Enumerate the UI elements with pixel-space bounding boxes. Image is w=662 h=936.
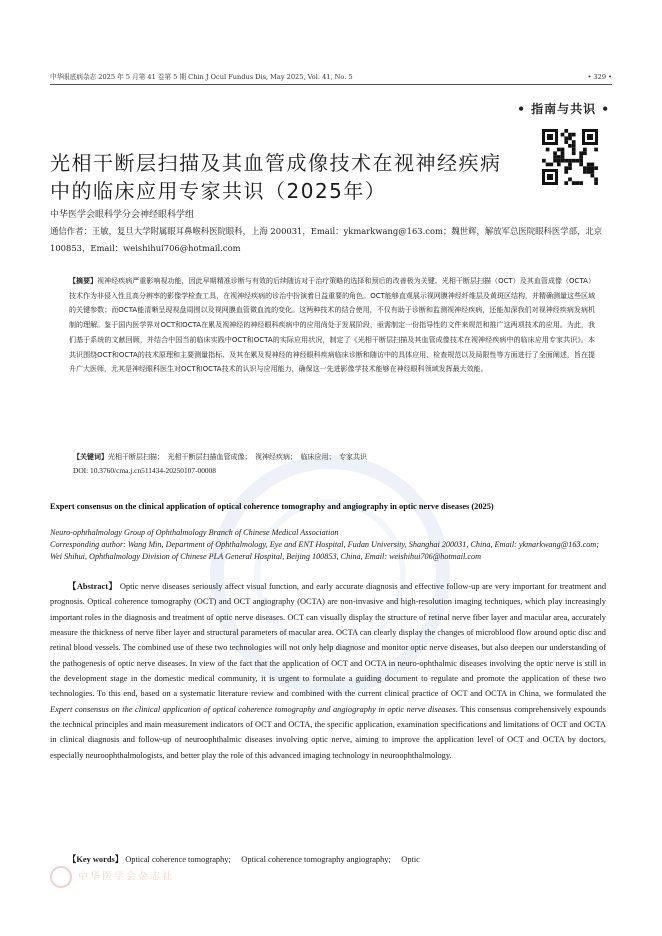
english-author-group: Neuro-ophthalmology Group of Ophthalmology Branch of Chinese Medical Association [50, 528, 339, 537]
keywords-text: 光相干断层扫描； 光相干断层扫描血管成像； 视神经疾病； 临床应用； 专家共识 [108, 453, 367, 461]
abstract-zh [69, 274, 595, 377]
abstract-label: 【摘要】 [69, 277, 98, 285]
page-number: • 329 • [587, 73, 612, 81]
doi: DOI: 10.3760/cma.j.cn511434-20250107-00008 [73, 466, 217, 475]
english-keywords-label: 【Key words】 [68, 855, 124, 864]
english-abstract-text-2: . This consensus comprehensively expounds the technical principles and main measurement indicators of OCT and OCTA, the specific application, examination specifications and limitations of OCT and OCTA in clinical diagnosis and follow-up of neuroophthalmic diseases involving optic nerve, aiming to improve the application level of OCT and OCTA by doctors, especially neuroophthalmologists, and better play the role of this advanced imaging technology in neuroophthalmology. [50, 704, 606, 760]
abstract-text: 视神经疾病严重影响视功能，因此早期精准诊断与有效的后续随访对于治疗策略的选择和预后的改善极为关键。光相干断层扫描（OCT）及其血管成像（OCTA）技术作为非侵入性且高分辨率的影像学检查工具，在视神经疾病的诊治中扮演着日益重要的角色。OCT能够直观展示视网膜神经纤维层及黄斑区结构，并精确测量这些区域的关键参数；而OCTA能清晰呈现视盘周围以及视网膜血管微血流的变化。这两种技术的结合使用，不仅有助于诊断和监测视神经疾病，还能加深我们对视神经疾病发病机制的理解。鉴于国内医学界对OCT和OCTA在累及视神经的神经眼科疾病中的应用尚处于发展阶段，亟需制定一份指导性的文件来规范和推广这两项技术的应用。为此，我们基于系统的文献回顾，并结合中国当前临床实践中OCT和OCTA的实际应用状况，制定了《光相干断层扫描及其血管成像技术在视神经疾病中的临床应用专家共识》。本共识围绕OCT和OCTA的技术原理和主要测量指标、及其在累及视神经的神经眼科疾病临床诊断和随访中的具体应用、检查规范以及局限性等方面进行了全面阐述，旨在提升广大医师，尤其是神经眼科医生对OCT和OCTA技术的认识与应用能力，确保这一先进影像学技术能够在神经眼科领域发挥最大效能。 [69, 277, 596, 374]
abstract-en [50, 579, 606, 763]
english-abstract-label: 【Abstract】 [68, 582, 118, 591]
corresponding-author: 通信作者：王敏，复旦大学附属眼耳鼻喉科医院眼科，上海 200031，Email：ykmarkwang@163.com；魏世辉，解放军总医院眼科医学部，北京 100853，Email：weishihui706@hotmail.com [50, 226, 603, 253]
english-abstract-italic-title: Expert consensus on the clinical application of optical coherence tomography and angiography in optic nerve diseases [50, 704, 456, 714]
journal-citation: 中华眼底病杂志 2025 年 5 月第 41 卷第 5 期 Chin J Ocul Fundus Dis, May 2025, Vol. 41, No. 5 [50, 73, 353, 81]
keywords-label: 【关键词】 [73, 453, 108, 461]
keywords-en [50, 853, 606, 867]
english-abstract-text-1: Optic nerve diseases seriously affect visual function, and early accurate diagnosis and effective follow-up are very important for treatment and prognosis. Optical coherence tomography (OCT) and OCT angiography (OCTA) are non-invasive and high-resolution imaging techniques, which play increasingly important roles in the diagnosis and treatment of optic nerve diseases. OCT can visually display the structure of retinal nerve fiber layer and macular area, accurately measure the thickness of nerve fiber layer and structural parameters of macular area. OCTA can clearly display the changes of microblood flow around optic disc and retinal blood vessels. The combined use of these two technologies will not only help diagnose and monitor optic nerve diseases, but also deepen our understanding of the pathogenesis of optic nerve diseases. In view of the fact that the application of OCT and OCTA in neuro-ophthalmic diseases involving the optic nerve is still in the development stage in the domestic medical community, it is urgent to formulate a guiding document to regulate and promote the application of these two technologies. To this end, based on a systematic literature review and combined with the current clinical practice of OCT and OCTA in China, we formulated the [50, 582, 607, 699]
publisher-name: 中华医学会杂志社 [78, 871, 174, 883]
page-title: 光相干断层扫描及其血管成像技术在视神经疾病中的临床应用专家共识（2025年） [50, 151, 502, 204]
author-group: 中华医学会眼科学分会神经眼科学组 [50, 210, 195, 220]
qr-code-icon [540, 127, 600, 187]
english-corresponding-author: Corresponding author: Wang Min, Department of Ophthalmology, Eye and ENT Hospital, Fudan University, Shanghai 200031, China, Email: ykmarkwang@163.com; Wei Shihui, Ophthalmology Division of Chinese PLA General Hospital, Beijing 100853, China, Email: weishihui706@hotmail.com [50, 540, 599, 562]
english-meta [50, 527, 612, 564]
publisher-watermark [50, 866, 174, 888]
english-title: Expert consensus on the clinical application of optical coherence tomography and angiography in optic nerve diseases (2025) [50, 502, 494, 511]
journal-header [50, 70, 612, 85]
publisher-seal-icon [50, 866, 72, 888]
keywords-zh [73, 451, 599, 464]
column-tag: • 指南与共识 • [517, 102, 610, 116]
english-keywords-text: Optical coherence tomography; Optical coherence tomography angiography; Optic [125, 855, 420, 864]
